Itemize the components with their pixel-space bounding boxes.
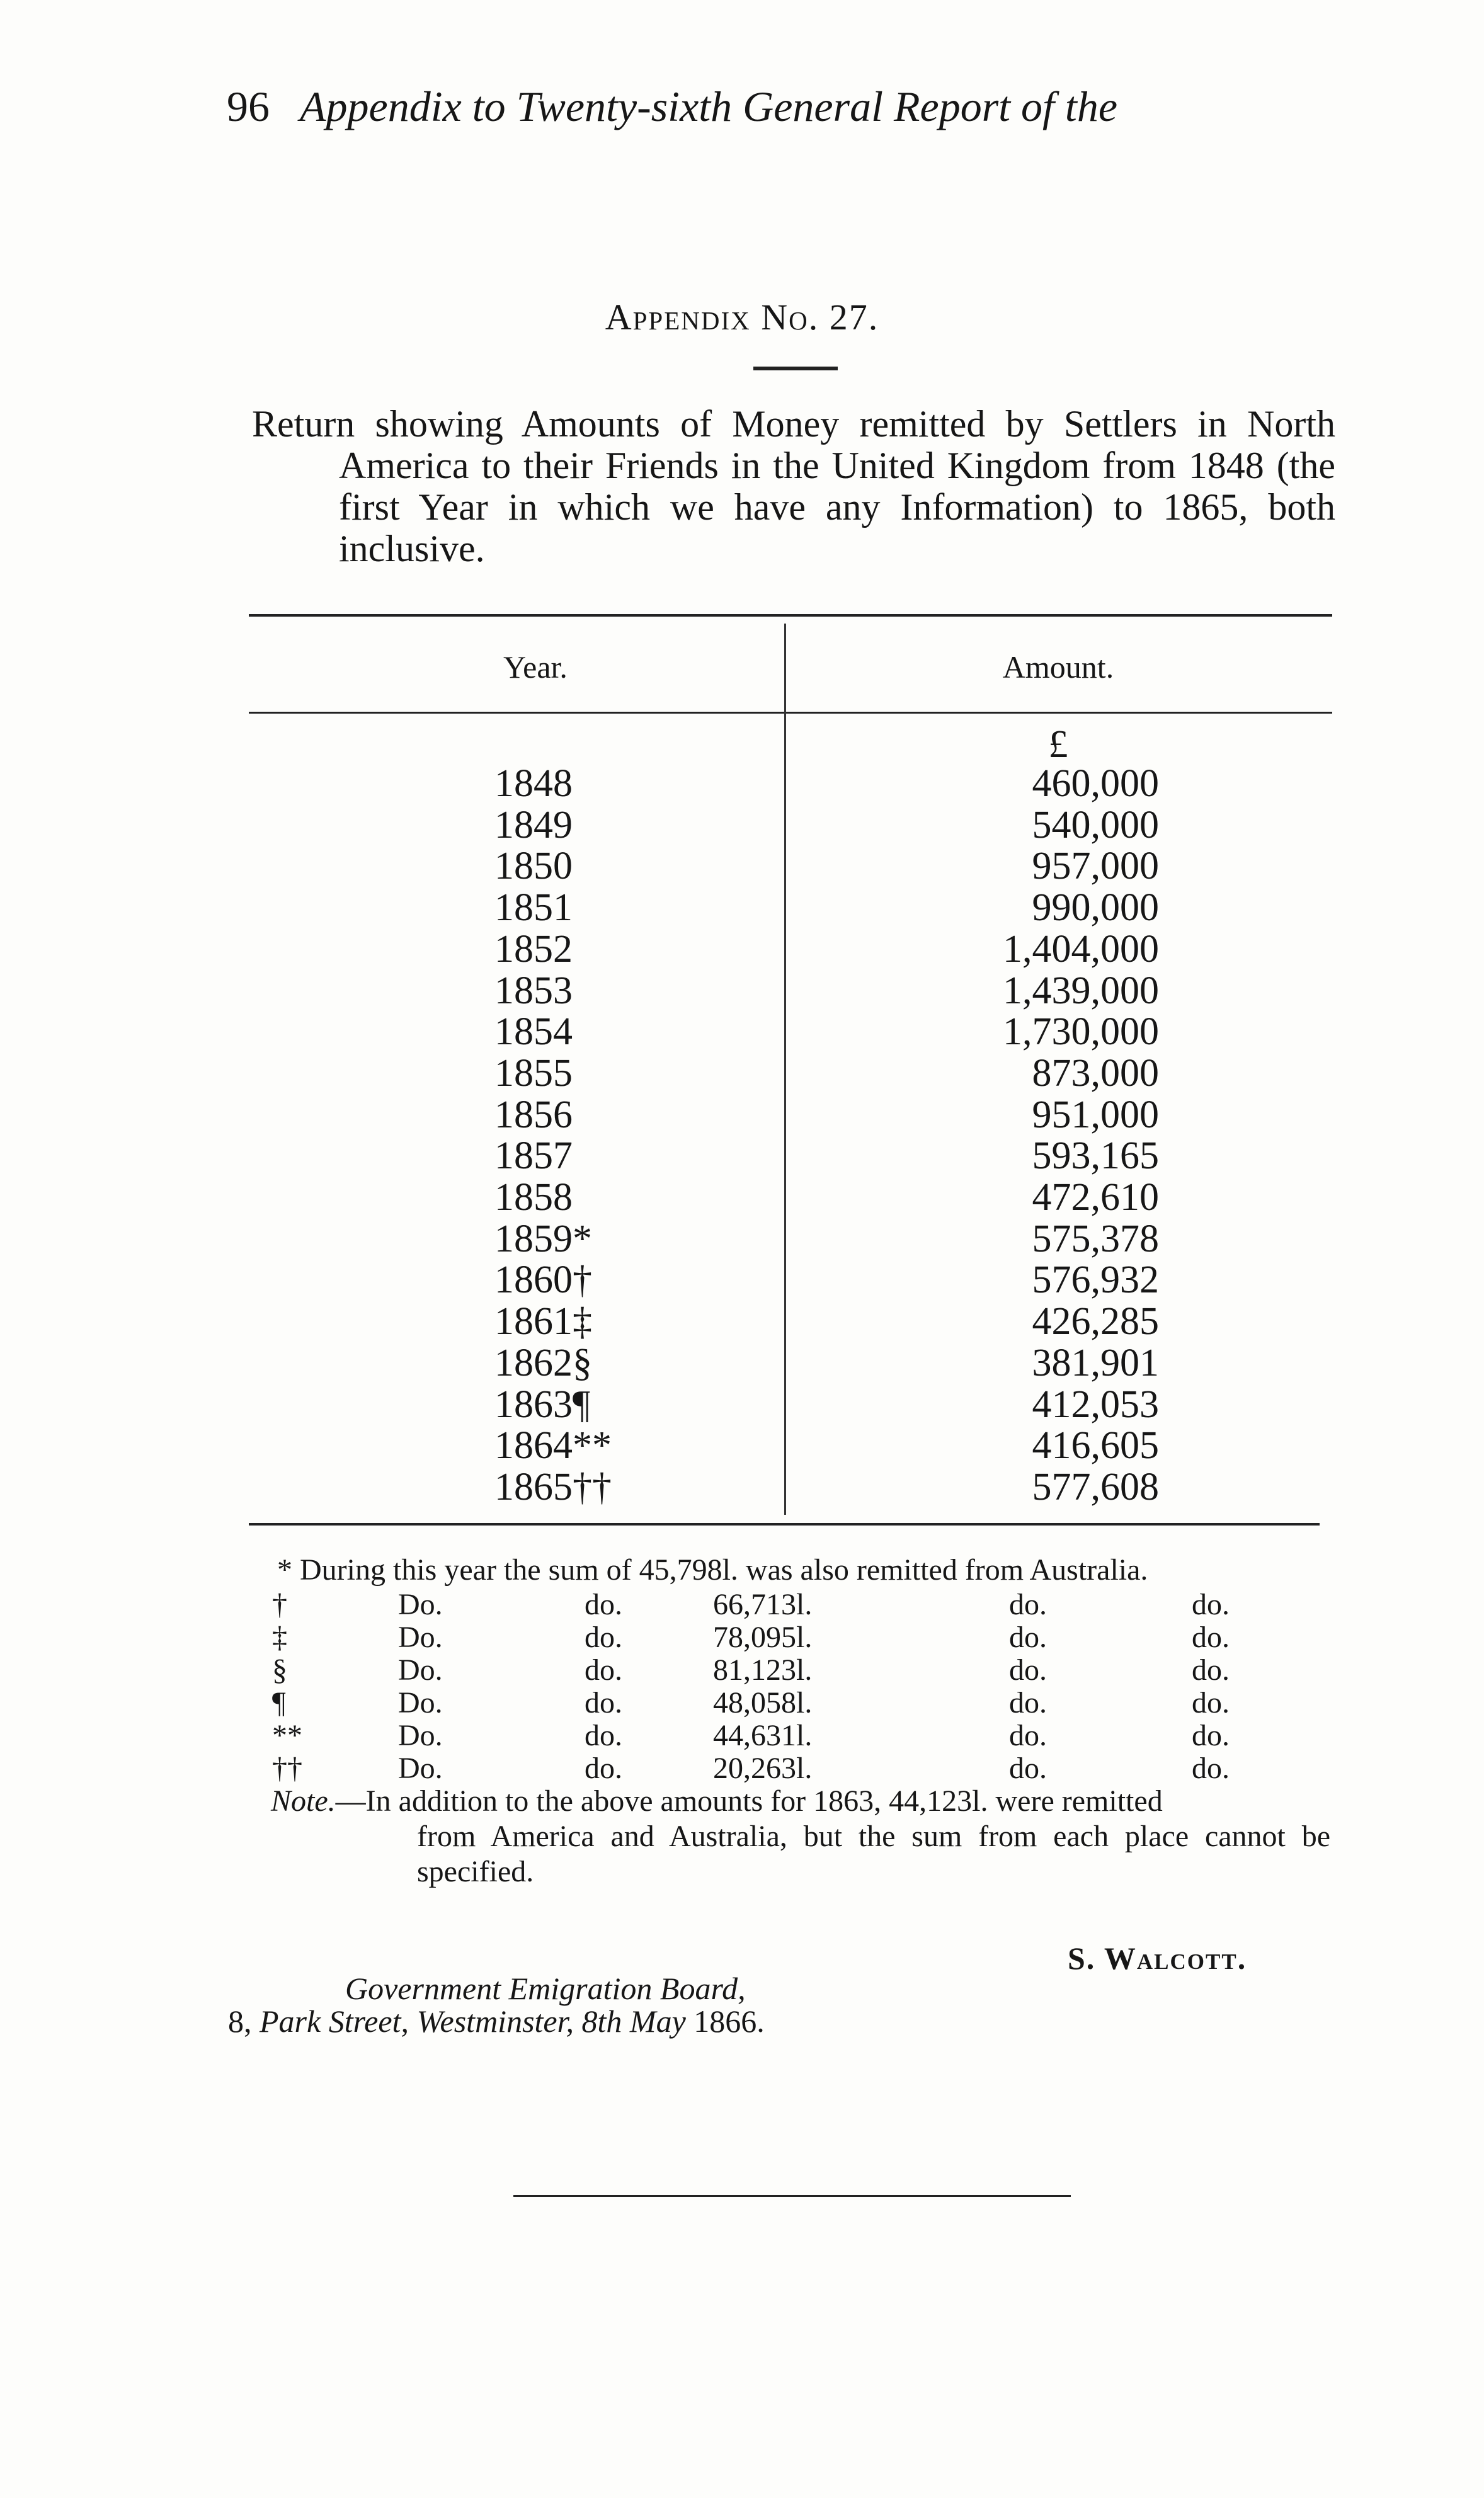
year-cell: 1857	[494, 1134, 573, 1178]
footnote-a: Do.	[398, 1686, 443, 1720]
year-cell: 1861‡	[494, 1300, 592, 1343]
year-column-header: Year.	[503, 649, 568, 685]
note-label: Note.	[271, 1784, 336, 1818]
amount-cell: 990,000	[1032, 886, 1159, 930]
footnote-b: do.	[585, 1588, 622, 1621]
amount-cell: 593,165	[1032, 1134, 1159, 1178]
address-street-date: Park Street, Westminster, 8th May	[260, 2004, 686, 2039]
footnote-d: do.	[1192, 1653, 1230, 1687]
year-cell: 1854	[494, 1010, 573, 1054]
amount-cell: 412,053	[1032, 1383, 1159, 1426]
footnote-d: do.	[1192, 1752, 1230, 1785]
appendix-title: Appendix No. 27.	[605, 297, 879, 338]
footnote-a: Do.	[398, 1621, 443, 1654]
footnote-a: Do.	[398, 1752, 443, 1785]
amount-cell: 576,932	[1032, 1258, 1159, 1302]
footnote-sum: 48,058l.	[713, 1686, 813, 1720]
address-line-1: Government Emigration Board,	[345, 1971, 746, 2006]
year-cell: 1864**	[494, 1424, 612, 1468]
page-number: 96	[227, 83, 270, 130]
footnote-c: do.	[1009, 1686, 1047, 1720]
year-cell: 1855	[494, 1051, 573, 1095]
note-text-first: —In addition to the above amounts for 1863, 44,123l. were remitted	[335, 1784, 1163, 1818]
footnote-b: do.	[585, 1686, 622, 1720]
footnote-first: * During this year the sum of 45,798l. was also remitted from Australia.	[277, 1553, 1148, 1587]
footnote-d: do.	[1192, 1621, 1230, 1654]
footnote-mark: ‡	[272, 1621, 287, 1654]
footnote-c: do.	[1009, 1752, 1047, 1785]
amount-cell: 416,605	[1032, 1424, 1159, 1468]
footnote-sum: 44,631l.	[713, 1719, 813, 1752]
address-line-2	[228, 2003, 765, 2039]
footnote-sum: 81,123l.	[713, 1653, 813, 1687]
amount-cell: 426,285	[1032, 1300, 1159, 1343]
footnote-c: do.	[1009, 1588, 1047, 1621]
footnote-a: Do.	[398, 1653, 443, 1687]
footnote-b: do.	[585, 1621, 622, 1654]
year-cell: 1860†	[494, 1258, 592, 1302]
year-cell: 1852	[494, 927, 573, 971]
table-header-rule	[249, 712, 1332, 714]
footnote-c: do.	[1009, 1621, 1047, 1654]
footnote-sum: 20,263l.	[713, 1752, 813, 1785]
footnote-mark: ¶	[272, 1686, 286, 1720]
return-title: Return showing Amounts of Money remitted by Settlers in North America to their Friends in the United Kingdom from 1848 (the first Year in which we have any Information) to 1865, both inclusive.	[252, 403, 1335, 569]
table-bottom-rule	[249, 1523, 1320, 1526]
amount-cell: 472,610	[1032, 1176, 1159, 1219]
amount-cell: 1,404,000	[1003, 927, 1159, 971]
amount-cell: 873,000	[1032, 1051, 1159, 1095]
end-rule	[513, 2195, 1071, 2197]
signature: S. Walcott.	[1068, 1941, 1247, 1976]
year-cell: 1863¶	[494, 1383, 591, 1426]
footnote-a: Do.	[398, 1719, 443, 1752]
amount-cell: 460,000	[1032, 762, 1159, 805]
amount-cell: 381,901	[1032, 1341, 1159, 1384]
year-cell: 1848	[494, 762, 573, 805]
footnote-d: do.	[1192, 1588, 1230, 1621]
amount-column-header: Amount.	[1002, 649, 1114, 685]
running-title: Appendix to Twenty-sixth General Report of the	[300, 83, 1118, 130]
footnote-sum: 78,095l.	[713, 1621, 813, 1654]
footnote-d: do.	[1192, 1686, 1230, 1720]
year-column	[494, 763, 612, 1508]
year-cell: 1856	[494, 1093, 573, 1136]
year-cell: 1865††	[494, 1465, 612, 1508]
footnote-b: do.	[585, 1653, 622, 1687]
footnote-b: do.	[585, 1752, 622, 1785]
footnote-mark: §	[272, 1653, 287, 1687]
note-continuation: from America and Australia, but the sum from each place cannot be specified.	[417, 1820, 1330, 1888]
year-cell: 1851	[494, 886, 573, 930]
footnote-mark: **	[272, 1719, 302, 1752]
footnote-sum: 66,713l.	[713, 1588, 813, 1621]
table-top-rule	[249, 614, 1332, 617]
footnote-a: Do.	[398, 1588, 443, 1621]
amount-cell: 1,439,000	[1003, 969, 1159, 1012]
amount-column	[932, 763, 1159, 1508]
year-cell: 1850	[494, 845, 573, 888]
footnote-c: do.	[1009, 1653, 1047, 1687]
year-cell: 1858	[494, 1176, 573, 1219]
currency-symbol: £	[1048, 723, 1068, 766]
footnote-b: do.	[585, 1719, 622, 1752]
year-cell: 1849	[494, 803, 573, 847]
running-header	[227, 82, 1117, 132]
amount-cell: 951,000	[1032, 1093, 1159, 1136]
note	[271, 1784, 1329, 1819]
year-cell: 1859*	[494, 1217, 592, 1260]
amount-cell: 575,378	[1032, 1217, 1159, 1260]
year-cell: 1853	[494, 969, 573, 1012]
amount-cell: 1,730,000	[1003, 1010, 1159, 1054]
amount-cell: 540,000	[1032, 803, 1159, 847]
footnote-c: do.	[1009, 1719, 1047, 1752]
address-year: 1866.	[693, 2004, 765, 2039]
footnote-mark: ††	[272, 1752, 302, 1785]
footnote-mark: †	[272, 1588, 287, 1621]
title-rule	[753, 367, 838, 370]
amount-cell: 577,608	[1032, 1465, 1159, 1508]
amount-cell: 957,000	[1032, 845, 1159, 888]
year-cell: 1862§	[494, 1341, 592, 1384]
column-divider	[784, 624, 786, 1515]
footnote-d: do.	[1192, 1719, 1230, 1752]
address-number: 8,	[228, 2004, 252, 2039]
